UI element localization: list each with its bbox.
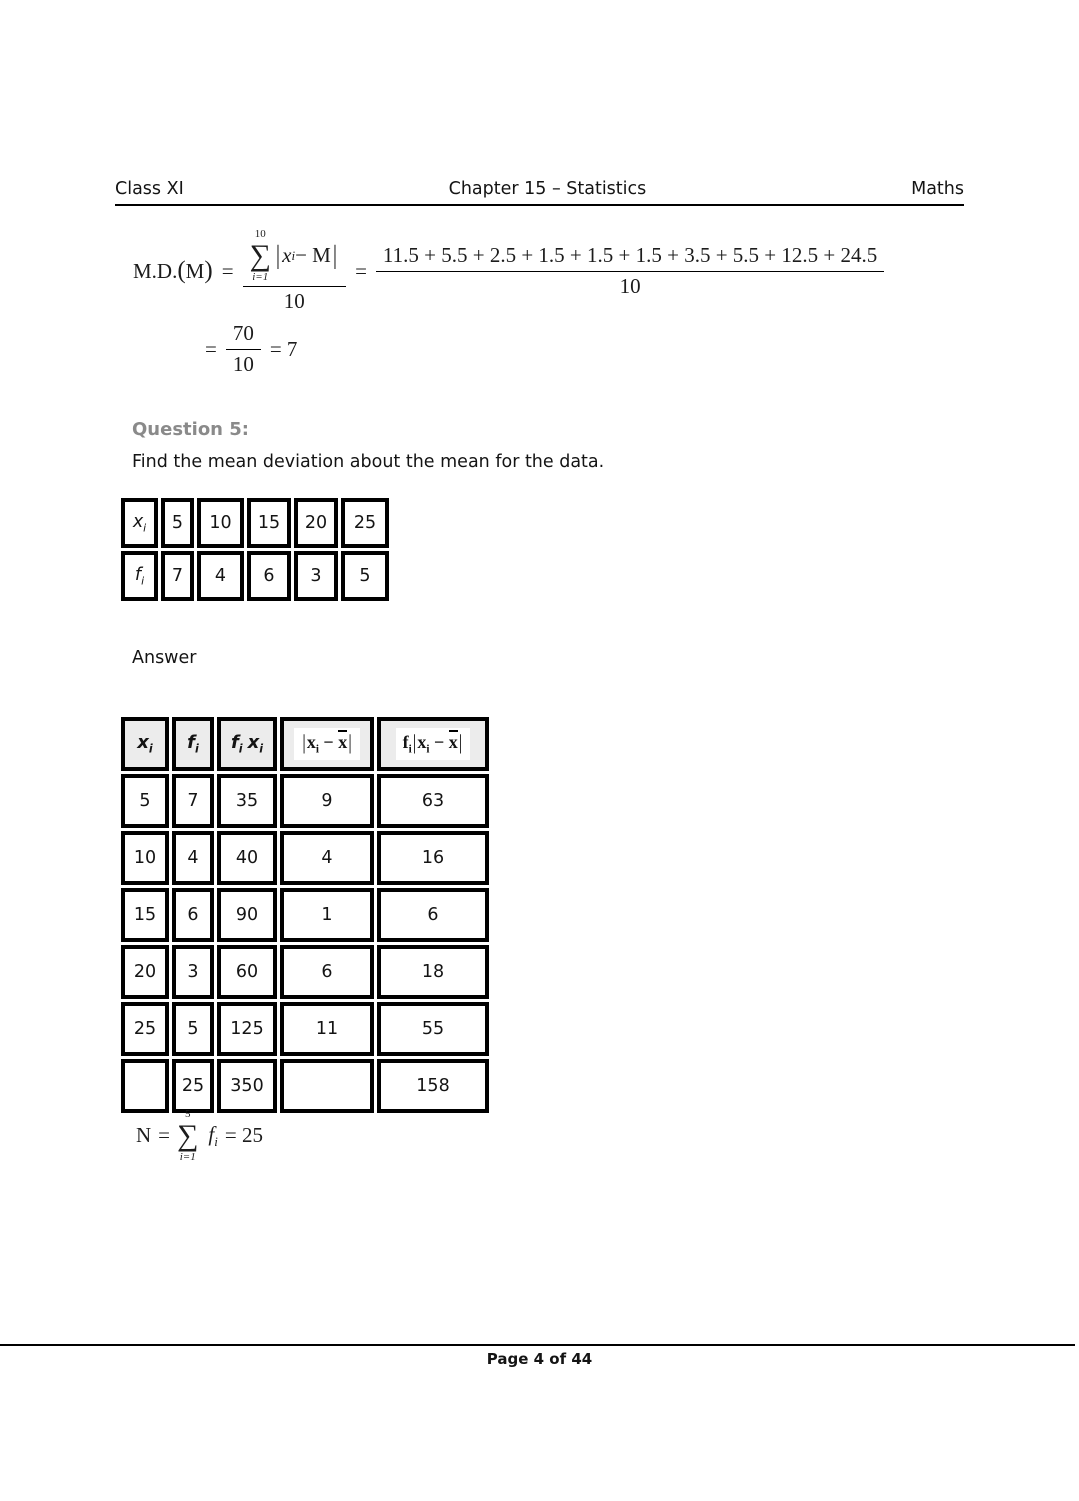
question-data-table xyxy=(118,495,392,604)
minus-sign: − xyxy=(318,732,339,753)
deviation-sum-numerator: 11.5 + 5.5 + 2.5 + 1.5 + 1.5 + 1.5 + 3.5 + 5.5 + 12.5 + 24.5 xyxy=(376,243,884,272)
open-paren: ( xyxy=(177,257,186,285)
variable-f: f xyxy=(208,1121,215,1146)
header-fi-abs-deviation xyxy=(377,717,489,771)
formula-line-1 xyxy=(133,228,884,314)
sum-lower-limit: i=1 xyxy=(179,1150,196,1163)
cell: 1 xyxy=(280,888,374,942)
close-paren: ) xyxy=(204,257,213,285)
cell: 4 xyxy=(197,551,244,601)
cell: 15 xyxy=(247,498,291,548)
variable-x: x xyxy=(132,511,144,532)
abs-bar-icon: | xyxy=(348,730,352,755)
question-label: Question 5: xyxy=(132,419,249,440)
equals-sign: = xyxy=(355,258,367,283)
variable-f: f xyxy=(230,732,239,754)
cell: 25 xyxy=(121,1002,169,1056)
cell: 4 xyxy=(280,831,374,885)
cell: 158 xyxy=(377,1059,489,1113)
table-row xyxy=(121,774,489,828)
variable-f: f xyxy=(402,732,409,753)
subscript-i: i xyxy=(408,743,412,756)
sum-upper-limit: 10 xyxy=(254,228,266,240)
cell: 6 xyxy=(172,888,214,942)
table-row xyxy=(121,888,489,942)
cell: 18 xyxy=(377,945,489,999)
sigma-icon: ∑ xyxy=(249,238,271,272)
fraction-sum-over-10 xyxy=(243,228,347,314)
cell: 11 xyxy=(280,1002,374,1056)
answer-table xyxy=(118,714,492,1116)
variable-f: f xyxy=(187,732,195,754)
header-fixi xyxy=(217,717,277,771)
subscript-i: i xyxy=(214,1133,218,1149)
denominator: 10 xyxy=(232,352,254,377)
subscript-i: i xyxy=(259,742,264,756)
subscript-i: i xyxy=(195,742,199,756)
header-subject: Maths xyxy=(911,179,964,199)
subscript-i: i xyxy=(148,742,153,756)
header-fi xyxy=(172,717,214,771)
fraction-70-over-10 xyxy=(226,321,261,377)
page-header xyxy=(115,179,964,206)
table-row xyxy=(121,831,489,885)
equals-sign: = xyxy=(221,258,234,283)
answer-table-header-row xyxy=(121,717,489,771)
cell: 10 xyxy=(121,831,169,885)
cell: 25 xyxy=(341,498,389,548)
subscript-i: i xyxy=(143,521,147,535)
cell: 20 xyxy=(121,945,169,999)
abs-bar-icon: | xyxy=(458,730,463,755)
cell: 60 xyxy=(217,945,277,999)
n-symbol: N xyxy=(136,1123,152,1148)
cell: 63 xyxy=(377,774,489,828)
formula-image-box xyxy=(294,728,360,760)
table-row-fi xyxy=(121,551,389,601)
cell: 5 xyxy=(341,551,389,601)
cell: 5 xyxy=(172,1002,214,1056)
summation xyxy=(250,228,271,283)
fraction-deviation-sum xyxy=(376,243,884,299)
cell: 15 xyxy=(121,888,169,942)
variable-f: f xyxy=(134,564,142,585)
x-bar-symbol: x xyxy=(338,732,348,753)
minus-median: − M xyxy=(295,243,331,268)
abs-bar-icon: | xyxy=(332,240,338,271)
md-label: M.D. xyxy=(133,259,178,284)
fi-term xyxy=(208,1122,217,1150)
abs-bar-icon: | xyxy=(412,730,417,755)
result-value: = 25 xyxy=(224,1123,263,1148)
cell: 3 xyxy=(172,945,214,999)
page-number: Page 4 of 44 xyxy=(486,1350,593,1368)
formula-line-2 xyxy=(205,321,884,377)
cell: 125 xyxy=(217,1002,277,1056)
cell: 20 xyxy=(294,498,338,548)
cell: 55 xyxy=(377,1002,489,1056)
sigma-icon: ∑ xyxy=(177,1118,199,1152)
cell: 10 xyxy=(197,498,244,548)
question-text: Find the mean deviation about the mean for the data. xyxy=(132,452,605,472)
subscript-i: i xyxy=(315,743,319,756)
cell: 3 xyxy=(294,551,338,601)
header-xi xyxy=(121,717,169,771)
answer-label: Answer xyxy=(132,648,197,668)
variable-x: x xyxy=(247,732,260,754)
subscript-i: i xyxy=(291,247,296,263)
footer-rule xyxy=(0,1344,1075,1346)
table-row xyxy=(121,1002,489,1056)
row-label-fi xyxy=(121,551,158,601)
cell: 350 xyxy=(217,1059,277,1113)
result-value: = 7 xyxy=(269,336,298,361)
table-row xyxy=(121,945,489,999)
abs-bar-icon: | xyxy=(275,240,281,271)
formula-lhs xyxy=(133,258,213,284)
median-symbol: M xyxy=(185,259,205,284)
variable-x: x xyxy=(137,732,149,754)
cell: 7 xyxy=(161,551,194,601)
numerator: 70 xyxy=(226,321,261,350)
table-row-xi xyxy=(121,498,389,548)
variable-x: x xyxy=(417,732,427,753)
cell: 5 xyxy=(121,774,169,828)
equals-sign: = xyxy=(158,1123,171,1148)
cell: 40 xyxy=(217,831,277,885)
variable-x: x xyxy=(282,243,292,268)
cell: 6 xyxy=(247,551,291,601)
header-chapter-title: Chapter 15 – Statistics xyxy=(448,179,647,199)
variable-x: x xyxy=(306,732,316,753)
row-label-xi xyxy=(121,498,158,548)
formula-image-box xyxy=(396,728,471,760)
cell: 9 xyxy=(280,774,374,828)
sum-upper-limit: 5 xyxy=(184,1108,191,1120)
formula-mean-deviation xyxy=(133,228,884,377)
cell: 6 xyxy=(280,945,374,999)
header-class: Class XI xyxy=(115,179,184,199)
table-totals-row xyxy=(121,1059,489,1113)
cell: 25 xyxy=(172,1059,214,1113)
absolute-value-expression xyxy=(274,240,339,271)
subscript-i: i xyxy=(141,574,145,588)
cell: 35 xyxy=(217,774,277,828)
cell: 4 xyxy=(172,831,214,885)
cell: 5 xyxy=(161,498,194,548)
sum-lower-limit: i=1 xyxy=(252,270,269,283)
cell: 7 xyxy=(172,774,214,828)
cell: 16 xyxy=(377,831,489,885)
header-abs-deviation xyxy=(280,717,374,771)
minus-sign: − xyxy=(429,732,449,753)
cell: 6 xyxy=(377,888,489,942)
subscript-i: i xyxy=(426,743,430,756)
equals-sign: = xyxy=(205,336,217,361)
subscript-i: i xyxy=(238,742,243,756)
formula-total-frequency xyxy=(136,1108,263,1163)
denominator: 10 xyxy=(283,289,305,314)
cell xyxy=(280,1059,374,1113)
denominator: 10 xyxy=(619,274,641,299)
summation xyxy=(177,1108,198,1163)
x-bar-symbol: x xyxy=(448,732,458,753)
cell: 90 xyxy=(217,888,277,942)
abs-bar-icon: | xyxy=(302,730,306,755)
cell xyxy=(121,1059,169,1113)
